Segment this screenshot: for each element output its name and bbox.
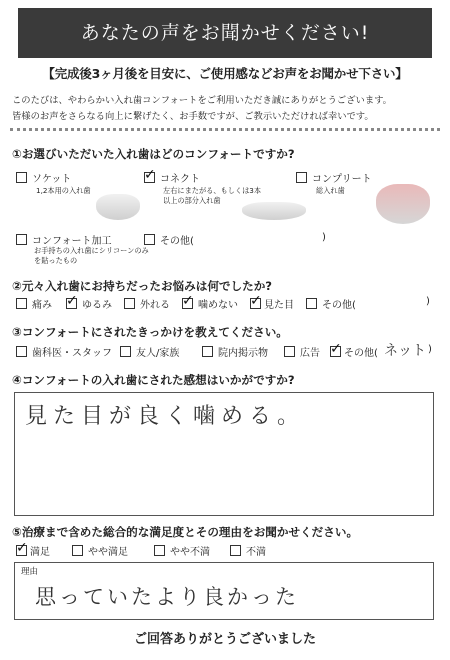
q1-other-checkbox[interactable] [144,234,155,245]
q2-other-close: ) [426,296,430,307]
dotted-divider [10,128,440,131]
q3-advertisement-checkbox[interactable] [284,346,295,357]
q3-question: ③コンフォートにされたきっかけを教えてください。 [12,325,288,339]
intro-line-1: このたびは、やわらかい入れ歯コンフォートをご利用いただき誠にありがとうございます。 [12,95,392,106]
q2-cannot-chew-label: 噛めない [198,300,238,311]
q5-dissatisfied-label: 不満 [246,547,266,558]
q1-socket-label: ソケット [32,174,72,185]
survey-subtitle: 【完成後3ヶ月後を目安に、ご使用感などお声をお聞かせ下さい】 [42,66,408,81]
q1-other-label: その他( [160,236,194,247]
q2-pain-label: 痛み [32,300,52,311]
q5-somewhat-satisfied-checkbox[interactable] [72,545,83,556]
q3-friend-family-checkbox[interactable] [120,346,131,357]
q5-reason-box[interactable] [14,562,434,620]
q1-comfort-processing-checkbox[interactable] [16,234,27,245]
q5-satisfied-checkbox[interactable] [16,545,27,556]
q5-somewhat-dissatisfied-checkbox[interactable] [154,545,165,556]
q5-dissatisfied-checkbox[interactable] [230,545,241,556]
q3-clinic-poster-label: 院内掲示物 [218,348,268,359]
q2-appearance-checkbox[interactable] [250,298,261,309]
q4-answer-text: 見た目が良く噛める。 [25,404,306,429]
q2-cannot-chew-checkbox[interactable] [182,298,193,309]
q4-answer-box[interactable] [14,392,434,516]
q5-somewhat-dissatisfied-label: やや不満 [170,547,210,558]
q2-other-checkbox[interactable] [306,298,317,309]
q2-falls-out-label: 外れる [140,300,170,311]
q2-loose-label: ゆるみ [82,300,112,311]
q5-reason-label: 理由 [21,567,39,577]
q1-connect-checkbox[interactable] [144,172,155,183]
q5-reason-text: 思っていたより良かった [35,585,299,609]
q3-dental-staff-checkbox[interactable] [16,346,27,357]
q3-clinic-poster-checkbox[interactable] [202,346,213,357]
socket-denture-image [96,194,140,220]
q2-loose-checkbox[interactable] [66,298,77,309]
q4-question: ④コンフォートの入れ歯にされた感想はいかがですか? [12,373,295,387]
q1-complete-label: コンプリート [312,174,372,185]
q1-other-close: ) [322,232,326,243]
intro-line-2: 皆様のお声をさらなる向上に繋げたく、お手数ですが、ご教示いただければ幸いです。 [12,111,374,122]
complete-denture-image [376,184,430,224]
q1-connect-note: 左右にまたがる、もしくは3本以上の部分入れ歯 [163,186,262,205]
q2-appearance-label: 見た目 [264,300,294,311]
q1-comfort-processing-label: コンフォート加工 [32,236,112,247]
q1-question: ①お選びいただいた入れ歯はどのコンフォートですか? [12,147,295,161]
q3-other-label: その他( [344,348,378,359]
survey-title: あなたの声をお聞かせください! [18,8,432,58]
q2-question: ②元々入れ歯にお持ちだったお悩みは何でしたか? [12,279,273,293]
q2-pain-checkbox[interactable] [16,298,27,309]
q3-other-answer: ネット [384,343,426,359]
q5-somewhat-satisfied-label: やや満足 [88,547,128,558]
q3-other-checkbox[interactable] [330,346,341,357]
q1-connect-label: コネクト [160,174,200,185]
q2-other-label: その他( [322,300,356,311]
q1-comfort-processing-note: お手持ちの入れ歯にシリコーンのみを貼ったもの [34,246,149,265]
thank-you-footer: ご回答ありがとうございました [133,632,316,647]
q5-satisfied-label: 満足 [30,547,50,558]
q1-complete-checkbox[interactable] [296,172,307,183]
q5-question: ⑤治療まで含めた総合的な満足度とその理由をお聞かせください。 [12,525,359,539]
q1-socket-checkbox[interactable] [16,172,27,183]
q1-socket-note: 1,2本用の入れ歯 [36,186,91,195]
q2-falls-out-checkbox[interactable] [124,298,135,309]
q3-friend-family-label: 友人/家族 [136,348,180,359]
q1-complete-note: 総入れ歯 [316,186,345,195]
q3-dental-staff-label: 歯科医・スタッフ [32,348,112,359]
q3-other-close: ) [428,344,432,355]
connect-denture-image [242,202,306,220]
q3-advertisement-label: 広告 [300,348,320,359]
